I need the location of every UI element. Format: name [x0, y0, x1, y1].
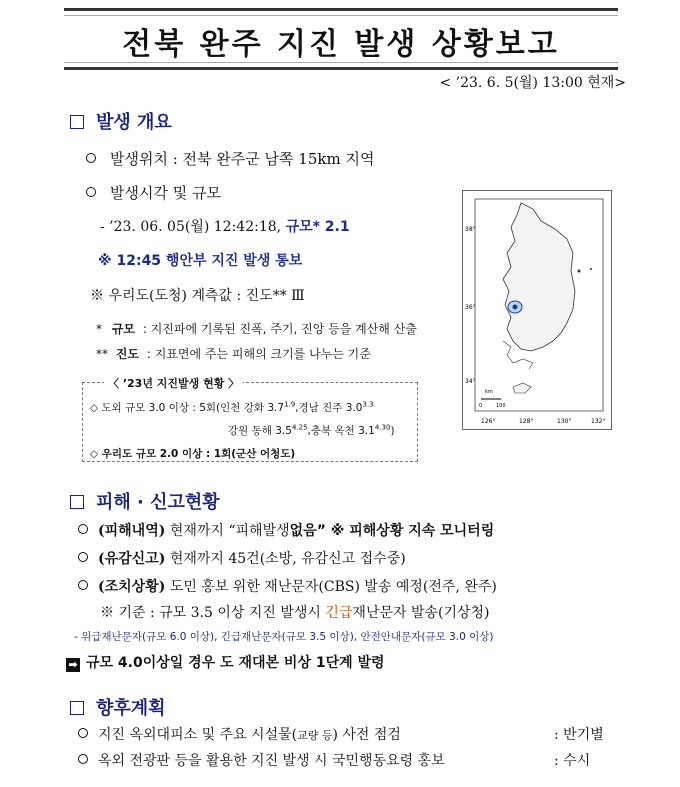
intensity-value: 진도** Ⅲ	[245, 288, 305, 304]
lon-label: 132°	[591, 418, 606, 425]
notice-line: ※ 12:45 행안부 지진 발생 통보	[98, 253, 303, 269]
criteria-emergency: 긴급	[325, 605, 353, 621]
section-title: 향후계획	[96, 698, 166, 719]
intensity-label: ※ 우리도(도청) 계측값 :	[90, 288, 242, 304]
criteria-text: ※ 기준 : 규모 3.5 이상 지진 발생시	[100, 605, 321, 621]
stats-text: ◇ 도외 규모 3.0 이상 : 5회(인천 강화 3.7	[90, 402, 285, 414]
circle-bullet-icon	[78, 552, 88, 562]
location-text: 발생위치 : 전북 완주군 남쪽 15km 지역	[110, 150, 375, 168]
action-tag: (조치상황)	[98, 579, 166, 595]
stats-text: 강원 동해 3.5	[228, 425, 292, 437]
time-detail-line	[100, 216, 350, 236]
plan-text: 옥외 전광판 등을 활용한 지진 발생 시 국민행동요령 홍보	[98, 753, 445, 769]
stats-box-title: 〈 ’23년 지진발생 현황 〉	[104, 375, 243, 391]
damage-none: 없음	[289, 523, 317, 539]
level-line	[66, 652, 385, 672]
peninsula-shape	[503, 203, 575, 351]
scale-zero: 0	[479, 403, 483, 409]
page-title: 전북 완주 지진 발생 상황보고	[122, 27, 560, 62]
stats-date-sup: 3.3.	[362, 400, 376, 409]
section-heading-plan	[70, 694, 166, 720]
section-heading-overview	[70, 108, 172, 134]
stats-text: ,충북 옥천 3.1	[307, 425, 375, 437]
intensity-line	[90, 285, 305, 305]
action-line	[78, 576, 497, 596]
location-line	[86, 148, 374, 169]
damage-monitoring: ” ※ 피해상황 지속 모니터링	[316, 523, 495, 539]
island-dot	[590, 268, 592, 270]
arrow-right-icon: ➡	[66, 658, 80, 672]
stats-text: )	[390, 425, 395, 437]
plan-row-1	[78, 724, 401, 744]
time-scale-text: 발생시각 및 규모	[110, 184, 221, 202]
epicenter-map	[462, 190, 612, 430]
stats-line-outside-cont	[228, 423, 395, 438]
footnote-text: : 지진파에 기록된 진폭, 주기, 진앙 등을 계산해 산출	[142, 322, 417, 336]
circle-bullet-icon	[86, 153, 96, 163]
circle-bullet-icon	[78, 754, 88, 764]
plan-text: ) 사전 점검	[332, 727, 401, 743]
title-box	[64, 8, 618, 70]
circle-bullet-icon	[78, 580, 88, 590]
criteria-line	[100, 602, 490, 622]
scale-max: 100	[496, 403, 506, 409]
lat-label: 34°	[465, 378, 476, 385]
footnote-mark: **	[96, 347, 108, 361]
square-bullet-icon	[70, 495, 84, 509]
korea-map-svg	[463, 191, 613, 431]
jeju-island	[513, 383, 531, 393]
footnote-magnitude	[96, 320, 417, 337]
stats-line-inside: ◇ 우리도 규모 2.0 이상 : 1회(군산 어청도)	[90, 448, 296, 460]
island-dot	[578, 270, 581, 273]
alert-types-line: - 위급재난문자(규모 6.0 이상), 긴급재난문자(규모 3.5 이상), 안전안내문자(규모 3.0 이상)	[74, 631, 494, 643]
damage-text: 현재까지 “피해발생	[169, 523, 290, 539]
footnote-term: 규모	[111, 322, 136, 336]
stats-date-sup: 1.9	[284, 400, 296, 409]
plan-text-small: 교량 등	[297, 729, 333, 742]
report-text: 현재까지 45건(소방, 유감신고 접수중)	[169, 551, 406, 567]
scale-unit: km	[485, 389, 493, 395]
epicenter-point	[513, 305, 518, 310]
plan-row-2-when: : 수시	[554, 753, 591, 769]
lat-label: 36°	[465, 304, 476, 311]
magnitude-value: 규모* 2.1	[285, 219, 350, 235]
criteria-text: 재난문자 발송(기상청)	[352, 605, 490, 621]
stats-line-outside	[90, 400, 376, 415]
lon-label: 130°	[557, 418, 572, 425]
damage-line	[78, 520, 494, 540]
footnote-mark: *	[96, 322, 102, 336]
circle-bullet-icon	[78, 524, 88, 534]
stats-date-sup: 4.30	[374, 423, 391, 432]
plan-row-1-when: : 반기별	[554, 727, 604, 743]
lon-label: 128°	[519, 418, 534, 425]
damage-tag: (피해내역)	[98, 523, 166, 539]
report-date: < ’23. 6. 5(월) 13:00 현재>	[439, 75, 626, 91]
footnote-term: 진도	[115, 347, 140, 361]
plan-text: 지진 옥외대피소 및 주요 시설물(	[98, 727, 298, 743]
plan-row-2	[78, 750, 445, 770]
section-title: 발생 개요	[96, 112, 172, 133]
report-tag: (유감신고)	[98, 551, 166, 567]
stats-date-sup: 4.25	[291, 423, 308, 432]
lon-label: 126°	[481, 418, 496, 425]
report-line	[78, 548, 406, 568]
lat-label: 38°	[465, 226, 476, 233]
circle-bullet-icon	[86, 187, 96, 197]
footnote-intensity	[96, 345, 371, 362]
time-scale-line	[86, 182, 221, 203]
time-detail-text: - ’23. 06. 05(월) 12:42:18,	[100, 219, 282, 235]
level-text: 규모 4.0이상일 경우 도 재대본 비상 1단계 발령	[86, 655, 385, 671]
section-heading-damage	[70, 488, 220, 514]
footnote-text: : 지표면에 주는 피해의 크기를 나누는 기준	[146, 347, 371, 361]
circle-bullet-icon	[78, 728, 88, 738]
square-bullet-icon	[70, 115, 84, 129]
stats-text: ,경남 진주 3.0	[295, 402, 363, 414]
section-title: 피해 · 신고현황	[96, 492, 220, 513]
square-bullet-icon	[70, 701, 84, 715]
action-text: 도민 홍보 위한 재난문자(CBS) 발송 예정(전주, 완주)	[169, 579, 497, 595]
